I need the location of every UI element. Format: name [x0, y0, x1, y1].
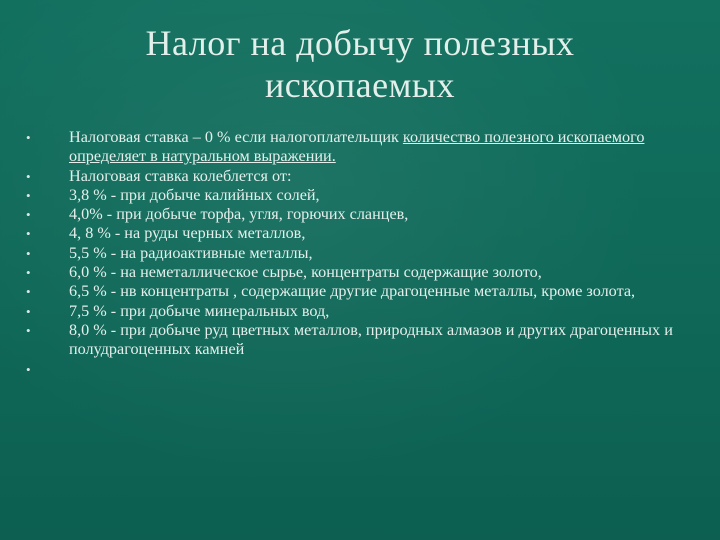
bullet-item [26, 321, 686, 360]
bullet-text: 3,8 % - при добыче калийных солей, [69, 185, 320, 204]
bullet-icon: • [26, 226, 31, 242]
bullet-text: 0 % если налогоплательщик [200, 128, 403, 146]
bullet-icon: • [26, 187, 31, 203]
bullet-text: 7,5 % - при добыче минеральных вод, [69, 301, 330, 320]
bullet-item [26, 263, 686, 282]
bullet-icon: • [26, 207, 31, 223]
bullet-item [26, 186, 686, 205]
bullet-icon: • [26, 130, 31, 145]
bullet-item [26, 167, 686, 186]
bullet-item-empty [26, 360, 686, 379]
bullet-text: Налоговая ставка колеблется от: [69, 166, 292, 185]
bullet-list [26, 128, 686, 379]
bullet-text: 4,0% - при добыче торфа, угля, горючих сланцев, [69, 205, 409, 224]
bullet-text: 4, 8 % - на руды черных металлов, [69, 224, 306, 243]
title-line-2: ископаемых [264, 65, 456, 105]
bullet-item [26, 128, 686, 167]
bullet-icon: • [26, 168, 31, 184]
bullet-icon: • [26, 265, 31, 281]
bullet-item [26, 302, 686, 321]
bullet-item [26, 282, 686, 301]
bullet-icon: • [26, 322, 31, 338]
bullet-text: 6,0 % - на неметаллическое сырье, концентраты содержащие золото, [69, 263, 542, 282]
bullet-item [26, 205, 686, 224]
bullet-text: 5,5 % - на радиоактивные металлы, [69, 243, 313, 262]
bullet-icon: • [26, 361, 31, 377]
bullet-bold-prefix: Налоговая ставка – [69, 128, 201, 146]
bullet-underlined-text: количество полезного ископаемого определяет в натуральном выражении. [69, 128, 645, 166]
bullet-text: 8,0 % - при добыче руд цветных металлов, природных алмазов и других драгоценных и полудрагоценных камней [69, 320, 673, 359]
bullet-icon: • [26, 245, 31, 261]
bullet-icon: • [26, 303, 31, 319]
bullet-item [26, 244, 686, 263]
bullet-text: 6,5 % - нв концентраты , содержащие другие драгоценные металлы, кроме золота, [69, 282, 636, 301]
title-line-1: Налог на добычу полезных [145, 23, 575, 63]
bullet-item [26, 224, 686, 243]
bullet-icon: • [26, 284, 31, 300]
slide-title [70, 22, 650, 106]
